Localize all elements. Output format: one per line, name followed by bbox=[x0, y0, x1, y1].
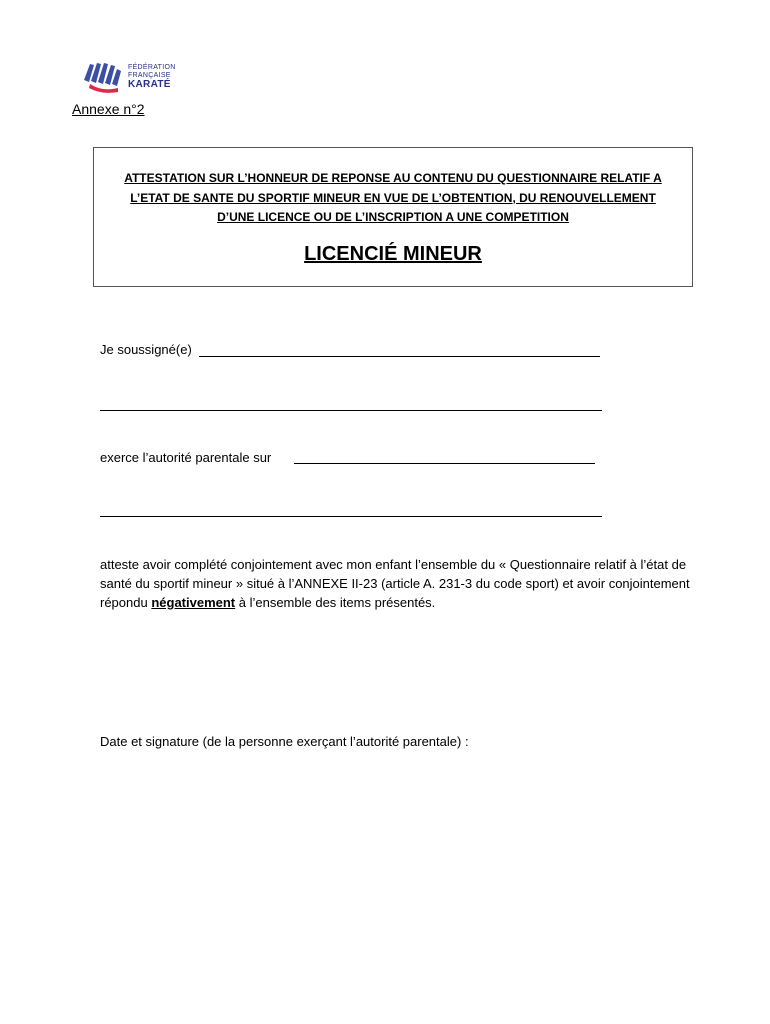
annexe-label: Annexe n°2 bbox=[72, 101, 145, 117]
logo-text bbox=[128, 64, 176, 89]
title-line-3: D’UNE LICENCE OU DE L’INSCRIPTION A UNE COMPETITION bbox=[217, 210, 569, 224]
soussigne-label: Je soussigné(e) bbox=[100, 342, 192, 357]
paragraph-part-2: à l’ensemble des items présentés. bbox=[235, 595, 436, 610]
title-line-2: L’ETAT DE SANTE DU SPORTIF MINEUR EN VUE DE L’OBTENTION, DU RENOUVELLEMENT bbox=[130, 190, 656, 205]
title-box bbox=[93, 147, 693, 287]
title-line-1: ATTESTATION SUR L’HONNEUR DE REPONSE AU CONTENU DU QUESTIONNAIRE RELATIF A bbox=[124, 171, 662, 185]
attestation-paragraph bbox=[100, 555, 700, 612]
enfant-name-field[interactable] bbox=[294, 463, 595, 464]
soussigne-continuation-field[interactable] bbox=[100, 410, 602, 411]
signature-label: Date et signature (de la personne exerçant l’autorité parentale) : bbox=[100, 734, 469, 749]
logo-line-2: FRANÇAISE bbox=[128, 72, 171, 79]
attestation-title bbox=[94, 169, 692, 228]
licencie-mineur-heading: LICENCIÉ MINEUR bbox=[304, 243, 482, 265]
enfant-continuation-field[interactable] bbox=[100, 516, 602, 517]
logo-line-1: FÉDÉRATION bbox=[128, 64, 176, 71]
ffk-logo bbox=[80, 58, 190, 98]
paragraph-part-1: atteste avoir complété conjointement avec mon enfant l’ensemble du « Questionnaire relatif à l’état de santé du sportif mineur » situé à l’ANNEXE II-23 (article A. 231-3 du code sport) et avoir conjointement répondu bbox=[100, 557, 690, 610]
soussigne-name-field[interactable] bbox=[199, 356, 600, 357]
logo-line-3: KARATÉ bbox=[128, 79, 171, 90]
negativement-emphasis: négativement bbox=[151, 595, 236, 610]
autorite-label: exerce l’autorité parentale sur bbox=[100, 450, 272, 465]
karate-logo-icon bbox=[80, 58, 126, 94]
